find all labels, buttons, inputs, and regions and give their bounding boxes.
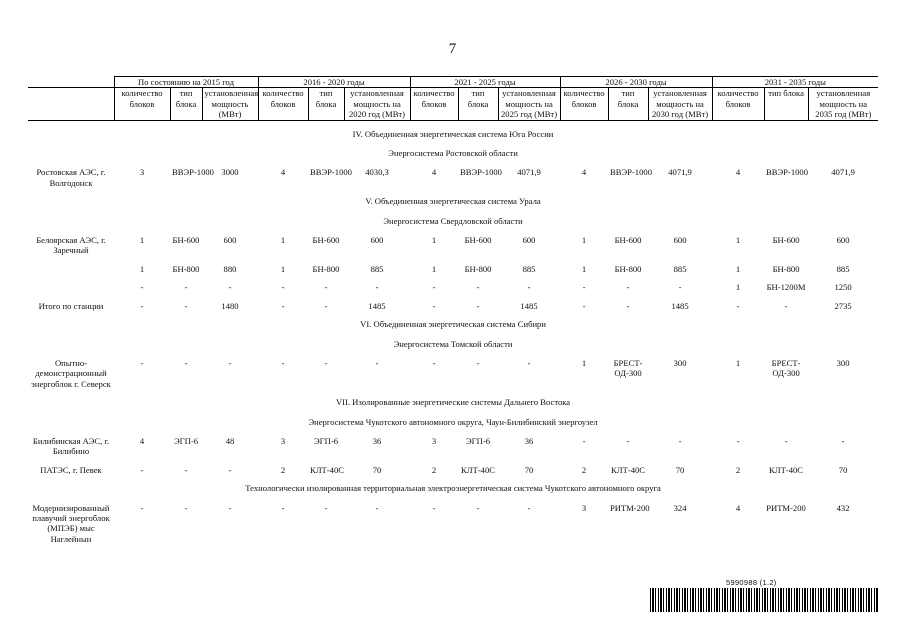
table-cell: 885 (522, 263, 536, 274)
table-cell: 3 (431, 435, 437, 446)
column-header: установленная мощность на 2020 год (МВт) (344, 88, 410, 120)
row-name: Белоярская АЭС, г. Заречный (36, 235, 106, 256)
table-cell: 3 (280, 435, 286, 446)
column-header: установленная мощность на 2030 год (МВт) (648, 88, 712, 120)
table-cell: - (228, 464, 232, 475)
table-cell: 1 (735, 235, 741, 246)
row-name: Опытно-демонстрационный энергоблок г. Северск (31, 357, 111, 389)
section-title: IV. Объединенная энергетическая система Юга России (352, 128, 554, 139)
table-cell: - (582, 282, 586, 293)
row-name: Итого по станции (38, 300, 104, 311)
table-cell: - (228, 357, 232, 368)
table-cell: 1 (280, 263, 286, 274)
table-cell: - (527, 357, 531, 368)
section-title: V. Объединенная энергетическая система Урала (365, 196, 541, 207)
table-cell: - (432, 282, 436, 293)
table-cell: - (476, 357, 480, 368)
row-name: Ростовская АЭС, г. Волгодонск (36, 167, 106, 188)
table-cell: 1 (280, 235, 286, 246)
table-cell: БРЕСТ-ОД-300 (613, 357, 643, 379)
table-cell: - (582, 435, 586, 446)
subsection-title: Энергосистема Чукотского автономного округа, Чаун-Билибинский энергоузел (308, 416, 598, 427)
table-cell: 885 (836, 263, 850, 274)
table-cell: БН-800 (464, 263, 492, 274)
table-cell: 1 (139, 263, 145, 274)
table-cell: ВВЭР-1000 (310, 167, 352, 178)
table-cell: - (375, 357, 379, 368)
table-cell: ЭГП-6 (466, 435, 491, 446)
table-cell: 4 (431, 167, 437, 178)
table-row (28, 461, 878, 479)
table-cell: 2 (280, 464, 286, 475)
table-cell: 1 (735, 263, 741, 274)
table-cell: 600 (673, 235, 687, 246)
table-cell: 4 (735, 167, 741, 178)
column-header: тип блока (170, 88, 202, 120)
table-cell: РИТМ-200 (610, 502, 650, 513)
table-cell: 300 (673, 357, 687, 368)
table-cell: - (527, 502, 531, 513)
column-header: установленная мощность на 2035 год (МВт) (808, 88, 878, 120)
table-cell: 4 (280, 167, 286, 178)
table-cell: БН-600 (614, 235, 642, 246)
table-cell: 1485 (368, 300, 386, 311)
table-cell: 3 (139, 167, 145, 178)
table-cell: ВВЭР-1000 (766, 167, 809, 178)
table-cell: 48 (225, 435, 235, 446)
period-header: 2026 - 2030 годы (560, 77, 712, 88)
table-cell: 2 (735, 464, 741, 475)
subsection-title: Энергосистема Свердловской области (383, 215, 523, 226)
barcode-id: 5990988 (1.2) (726, 578, 777, 587)
table-cell: 70 (675, 464, 685, 475)
table-cell: БН-800 (312, 263, 340, 274)
table-cell: - (432, 502, 436, 513)
table-row (28, 278, 878, 296)
table-cell: 36 (372, 435, 382, 446)
table-cell: - (678, 282, 682, 293)
table-cell: - (324, 282, 328, 293)
column-header: количество блоков (410, 88, 458, 120)
table-cell: - (784, 300, 788, 311)
table-cell: 600 (522, 235, 536, 246)
table-cell: БРЕСТ-ОД-300 (771, 357, 801, 379)
table-cell: 324 (673, 502, 687, 513)
table-cell: - (281, 357, 285, 368)
table-cell: - (626, 435, 630, 446)
table-cell: 4 (139, 435, 145, 446)
table-cell: БН-1200М (766, 282, 806, 293)
table-cell: - (140, 502, 144, 513)
period-header: По состоянию на 2015 год (114, 77, 258, 88)
row-name: Билибинская АЭС, г. Билибино (32, 435, 110, 457)
table-cell: - (184, 357, 188, 368)
table-row (28, 499, 878, 549)
table-cell: 3000 (221, 167, 239, 178)
column-header: тип блока (608, 88, 648, 120)
table-cell: - (582, 300, 586, 311)
period-header: 2021 - 2025 годы (410, 77, 560, 88)
table-cell: 1485 (520, 300, 538, 311)
table-cell: ВВЭР-1000 (172, 167, 214, 178)
table-cell: - (432, 357, 436, 368)
table-cell: - (281, 282, 285, 293)
subsection-title: Технологически изолированная территориальная электроэнергетическая система Чукотского автономного округа (245, 483, 661, 494)
row-name (28, 260, 114, 278)
table-cell: 4071,9 (668, 167, 692, 178)
table-cell: ВВЭР-1000 (610, 167, 652, 178)
table-cell: - (324, 502, 328, 513)
section-title: VII. Изолированные энергетические системы Дальнего Востока (335, 397, 571, 408)
column-header: установленная мощность (МВт) (202, 88, 258, 120)
table-cell: - (784, 435, 788, 446)
column-header: установленная мощность на 2025 год (МВт) (498, 88, 560, 120)
table-row (28, 432, 878, 461)
period-header: 2016 - 2020 годы (258, 77, 410, 88)
table-cell: БН-800 (614, 263, 642, 274)
table-cell: ВВЭР-1000 (460, 167, 502, 178)
table-cell: - (281, 502, 285, 513)
table-cell: 885 (673, 263, 687, 274)
table-cell: 1250 (834, 282, 852, 293)
table-cell: 600 (370, 235, 384, 246)
table-cell: 4 (581, 167, 587, 178)
table-row (28, 354, 878, 393)
table-cell: 1 (735, 357, 741, 368)
table-cell: - (184, 464, 188, 475)
column-header: количество блоков (114, 88, 170, 120)
table-cell: 4071,9 (831, 167, 855, 178)
table-cell: 70 (372, 464, 382, 475)
barcode (650, 588, 878, 612)
table-cell: - (375, 282, 379, 293)
table-cell: - (736, 300, 740, 311)
table-cell: - (324, 357, 328, 368)
table-cell: БН-600 (464, 235, 492, 246)
table-cell: 1485 (671, 300, 689, 311)
table-cell: 4071,9 (517, 167, 541, 178)
column-header: количество блоков (258, 88, 308, 120)
table-cell: - (678, 435, 682, 446)
table-cell: ЭГП-6 (313, 435, 338, 446)
table-cell: 880 (223, 263, 237, 274)
period-header: 2031 - 2035 годы (712, 77, 878, 88)
table-cell: 2735 (834, 300, 852, 311)
table-cell: - (184, 300, 188, 311)
table-cell: - (527, 282, 531, 293)
table-cell: - (184, 502, 188, 513)
table-cell: - (476, 502, 480, 513)
table-cell: 4030,3 (365, 167, 389, 178)
page-number: 7 (448, 41, 457, 57)
row-name: Модернизированный плавучий энергоблок (МПЭБ) мыс Наглейнын (32, 502, 110, 544)
table-cell: 70 (838, 464, 848, 475)
table-cell: 70 (524, 464, 534, 475)
table-cell: 2 (431, 464, 437, 475)
table-cell: 1 (735, 282, 741, 293)
table-cell: БН-800 (172, 263, 200, 274)
table-cell: 3 (581, 502, 587, 513)
table-cell: 1 (431, 235, 437, 246)
table-cell: - (140, 300, 144, 311)
table-cell: 1 (431, 263, 437, 274)
table-cell: - (324, 300, 328, 311)
table-cell: - (736, 435, 740, 446)
table-cell: 1480 (221, 300, 239, 311)
table-cell: - (140, 357, 144, 368)
column-header: тип блока (458, 88, 498, 120)
column-header: количество блоков (712, 88, 764, 120)
table-cell: 1 (581, 263, 587, 274)
table-cell: - (626, 282, 630, 293)
table-cell: 1 (581, 357, 587, 368)
table-cell: 300 (836, 357, 850, 368)
table-cell: 1 (581, 235, 587, 246)
table-cell: КЛТ-40С (310, 464, 344, 475)
table-cell: 432 (836, 502, 850, 513)
table-cell: - (841, 435, 845, 446)
table-cell: - (375, 502, 379, 513)
table-cell: 36 (524, 435, 534, 446)
row-name: ПАТЭС, г. Певек (40, 464, 102, 475)
table-row (28, 260, 878, 278)
table-cell: - (626, 300, 630, 311)
table-cell: 885 (370, 263, 384, 274)
table-cell: - (228, 502, 232, 513)
table-cell: 600 (223, 235, 237, 246)
table-cell: - (432, 300, 436, 311)
table-row (28, 163, 878, 192)
table-cell: - (281, 300, 285, 311)
subsection-title: Энергосистема Томской области (393, 338, 513, 349)
table-cell: БН-600 (772, 235, 800, 246)
table-row (28, 231, 878, 260)
table-cell: РИТМ-200 (766, 502, 806, 513)
subsection-title: Энергосистема Ростовской области (388, 148, 518, 159)
column-header: тип блока (764, 88, 808, 120)
column-header: тип блока (308, 88, 344, 120)
column-header: количество блоков (560, 88, 608, 120)
table-cell: - (140, 282, 144, 293)
table-cell: 2 (581, 464, 587, 475)
row-name (28, 278, 114, 296)
reactor-plan-table (28, 76, 878, 548)
column-header-row (28, 88, 878, 120)
table-cell: КЛТ-40С (769, 464, 804, 475)
table-cell: 4 (735, 502, 741, 513)
table-cell: ЭГП-6 (173, 435, 198, 446)
table-cell: 1 (139, 235, 145, 246)
table-row (28, 297, 878, 315)
table-cell: - (476, 300, 480, 311)
section-title: VI. Объединенная энергетическая система Сибири (360, 319, 546, 330)
table-cell: - (476, 282, 480, 293)
table-cell: КЛТ-40С (461, 464, 496, 475)
table-cell: 600 (836, 235, 850, 246)
table-cell: БН-600 (312, 235, 340, 246)
period-header-row (28, 77, 878, 88)
table-cell: - (228, 282, 232, 293)
table-cell: - (184, 282, 188, 293)
table-cell: БН-800 (772, 263, 800, 274)
table-cell: - (140, 464, 144, 475)
table-cell: БН-600 (172, 235, 200, 246)
table-cell: КЛТ-40С (611, 464, 646, 475)
